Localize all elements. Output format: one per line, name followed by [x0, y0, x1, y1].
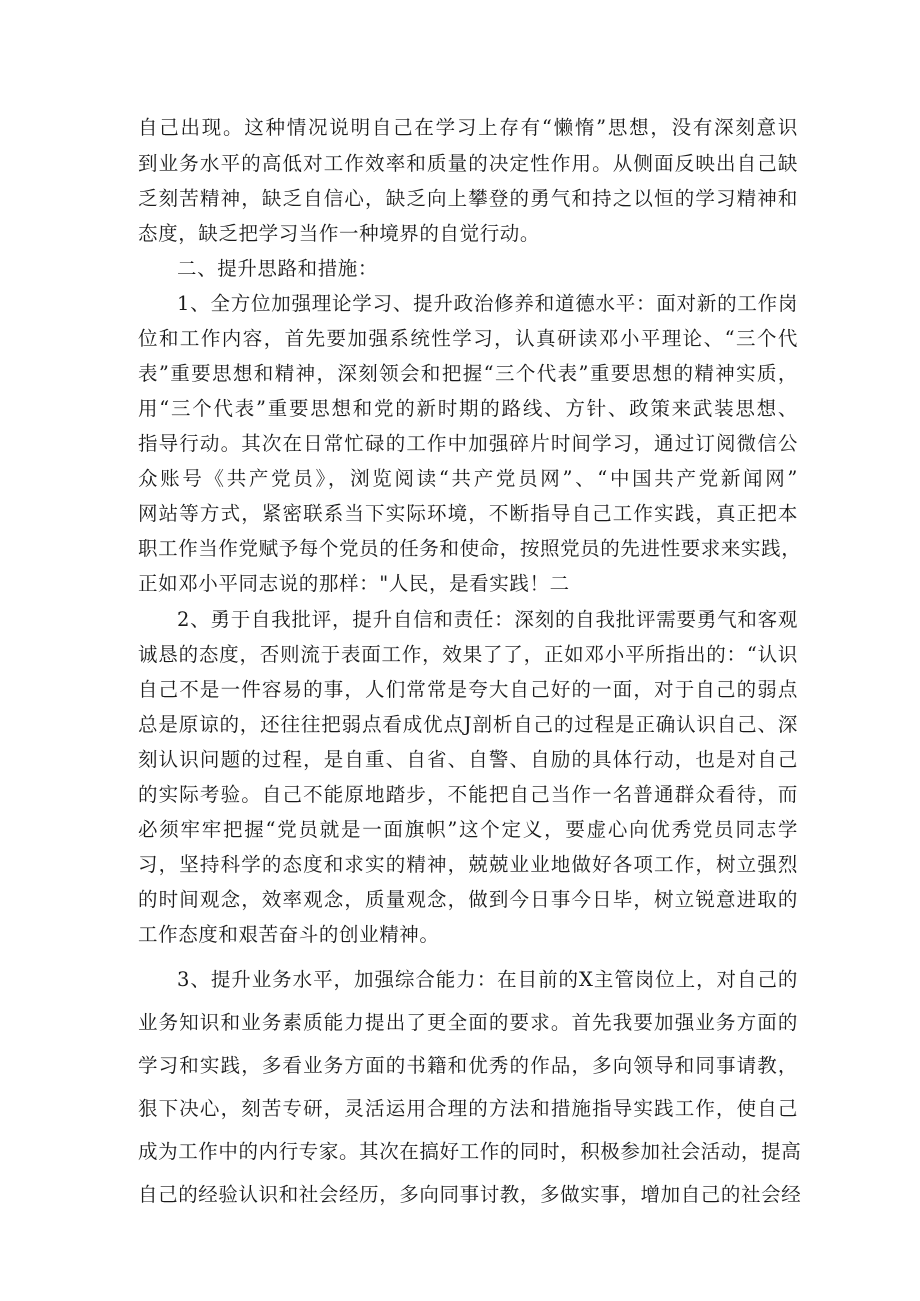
paragraph-2-line: 习，坚持科学的态度和求实的精神，兢兢业业地做好各项工作，树立强烈 — [138, 853, 798, 876]
paragraph-2-line: 自己不是一件容易的事，人们常常是夸大自己好的一面，对于自己的弱点 — [138, 678, 798, 701]
paragraph-3-line: 自己的经验认识和社会经历，多向同事讨教，多做实事，增加自己的社会经 — [138, 1183, 802, 1206]
paragraph-3-line: 业务知识和业务素质能力提出了更全面的要求。首先我要加强业务方面的 — [138, 1011, 798, 1034]
paragraph-2-line: 总是原谅的，还往往把弱点看成优点J剖析自己的过程是正确认识自己、深 — [138, 713, 798, 736]
paragraph-1-line: 网站等方式，紧密联系当下实际环境，不断指导自己工作实践，真正把本 — [138, 502, 798, 525]
intro-line: 自己出现。这种情况说明自己在学习上存有“懒惰”思想，没有深刻意识 — [138, 116, 798, 139]
paragraph-1-line: 众账号《共产党员》，浏览阅读“共产党员网”、“中国共产党新闻网” — [138, 467, 798, 490]
paragraph-2-line: 必须牢牢把握“党员就是一面旗帜”这个定义，要虚心向优秀党员同志学 — [138, 818, 798, 841]
intro-line: 到业务水平的高低对工作效率和质量的决定性作用。从侧面反映出自己缺 — [138, 152, 798, 175]
paragraph-1-line: 指导行动。其次在日常忙碌的工作中加强碎片时间学习，通过订阅微信公 — [138, 432, 798, 455]
paragraph-3-line: 3、提升业务水平，加强综合能力：在目前的X主管岗位上，对自己的 — [177, 968, 798, 991]
paragraph-2-line: 诚恳的态度，否则流于表面工作，效果了了，正如邓小平所指出的：“认识 — [138, 643, 798, 666]
intro-line: 乏刻苦精神，缺乏自信心，缺乏向上攀登的勇气和持之以恒的学习精神和 — [138, 187, 798, 210]
intro-line: 态度，缺乏把学习当作一种境界的自觉行动。 — [138, 222, 541, 245]
paragraph-2-line: 的时间观念，效率观念，质量观念，做到今日事今日毕，树立锐意进取的 — [138, 888, 798, 911]
paragraph-2-line: 的实际考验。自己不能原地踏步，不能把自己当作一名普通群众看待，而 — [138, 783, 798, 806]
paragraph-1-line: 用“三个代表”重要思想和党的新时期的路线、方针、政策来武装思想、 — [138, 397, 798, 420]
paragraph-1-line: 位和工作内容，首先要加强系统性学习，认真研读邓小平理论、“三个代 — [138, 327, 798, 350]
paragraph-3-line: 狠下决心，刻苦专研，灵活运用合理的方法和措施指导实践工作，使自己 — [138, 1097, 798, 1120]
paragraph-1-line: 职工作当作党赋予每个党员的任务和使命，按照党员的先进性要求来实践， — [138, 537, 802, 560]
paragraph-2-line: 工作态度和艰苦奋斗的创业精神。 — [138, 923, 440, 946]
paragraph-3-line: 学习和实践，多看业务方面的书籍和优秀的作品，多向领导和同事请教， — [138, 1054, 798, 1077]
paragraph-2-line: 刻认识问题的过程，是自重、自省、自警、自励的具体行动，也是对自己 — [138, 748, 798, 771]
paragraph-2-line: 2、勇于自我批评，提升自信和责任：深刻的自我批评需要勇气和客观 — [177, 608, 798, 631]
paragraph-3-line: 成为工作中的内行专家。其次在搞好工作的同时，积极参加社会活动，提高 — [138, 1140, 802, 1163]
section-heading: 二、提升思路和措施： — [177, 257, 379, 280]
paragraph-1-line: 正如邓小平同志说的那样："人民，是看实践！二 — [138, 572, 570, 595]
paragraph-1-line: 1、全方位加强理论学习、提升政治修养和道德水平：面对新的工作岗 — [177, 292, 798, 315]
paragraph-1-line: 表”重要思想和精神，深刻领会和把握“三个代表”重要思想的精神实质， — [138, 362, 798, 385]
